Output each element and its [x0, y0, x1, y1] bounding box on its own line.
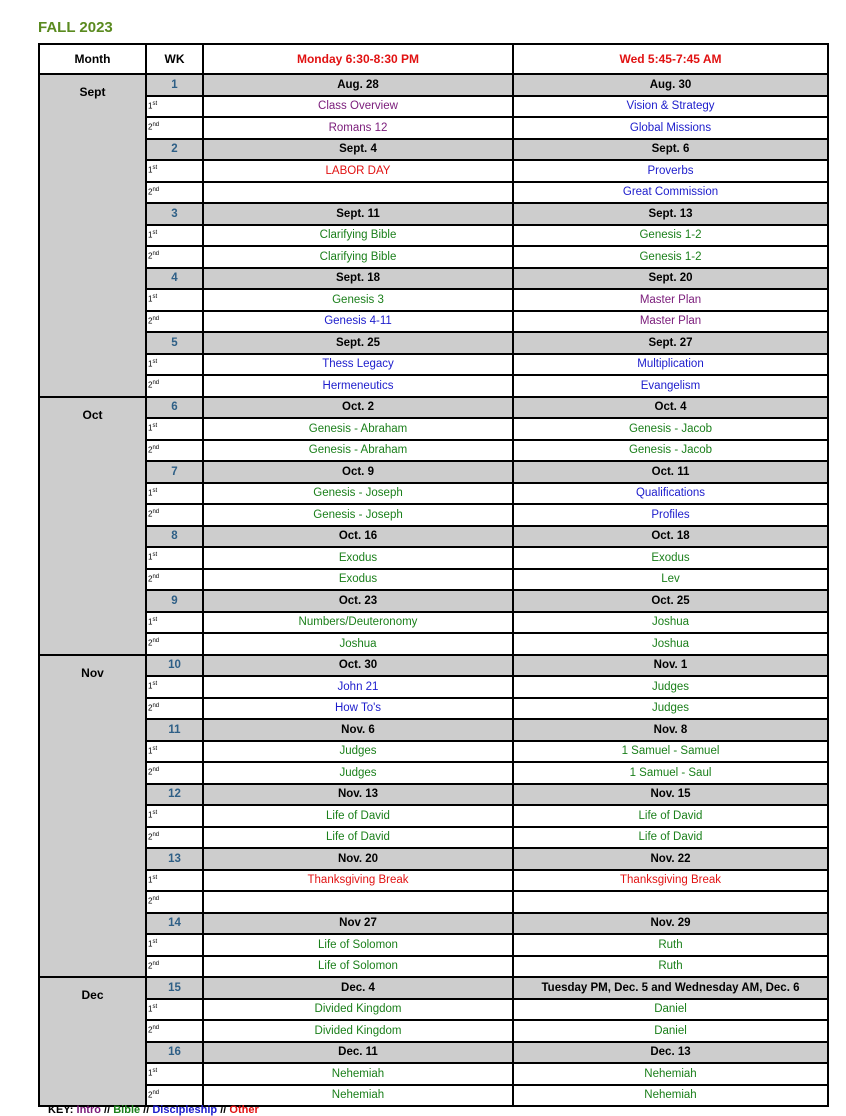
color-key	[48, 1104, 259, 1116]
session-number-digit: 2	[148, 638, 153, 648]
wednesday-session: Vision & Strategy	[513, 96, 828, 118]
session-number	[146, 182, 203, 204]
week-row	[39, 397, 828, 419]
session-number	[146, 1020, 203, 1042]
session-number-digit: 1	[148, 165, 153, 175]
monday-session: How To's	[203, 698, 513, 720]
week-row	[39, 332, 828, 354]
session-number-suffix: nd	[152, 509, 160, 515]
session-row	[39, 633, 828, 655]
week-number: 9	[146, 590, 203, 612]
monday-session: Hermeneutics	[203, 375, 513, 397]
session-row	[39, 698, 828, 720]
week-number: 8	[146, 526, 203, 548]
monday-date: Oct. 2	[203, 397, 513, 419]
wednesday-session: Genesis - Jacob	[513, 440, 828, 462]
monday-session: Divided Kingdom	[203, 1020, 513, 1042]
wednesday-date: Nov. 1	[513, 655, 828, 677]
wednesday-session: Profiles	[513, 504, 828, 526]
session-number-suffix: st	[152, 939, 158, 945]
wednesday-session: Ruth	[513, 956, 828, 978]
session-number	[146, 246, 203, 268]
session-row	[39, 870, 828, 892]
session-number	[146, 956, 203, 978]
week-row	[39, 139, 828, 161]
session-row	[39, 762, 828, 784]
week-row	[39, 1042, 828, 1064]
session-number	[146, 289, 203, 311]
week-row	[39, 848, 828, 870]
week-row	[39, 655, 828, 677]
key-intro: Intro	[76, 1104, 101, 1116]
session-number	[146, 999, 203, 1021]
session-row	[39, 934, 828, 956]
session-number	[146, 440, 203, 462]
week-number: 3	[146, 203, 203, 225]
wednesday-session: Joshua	[513, 612, 828, 634]
monday-session: Genesis 3	[203, 289, 513, 311]
month-cell: Oct	[39, 397, 146, 655]
session-number-suffix: st	[152, 294, 158, 300]
session-number-digit: 2	[148, 445, 153, 455]
session-number	[146, 741, 203, 763]
session-number-suffix: nd	[152, 122, 160, 128]
session-number-digit: 1	[148, 359, 153, 369]
week-number: 11	[146, 719, 203, 741]
wednesday-date: Sept. 13	[513, 203, 828, 225]
session-number-digit: 2	[148, 832, 153, 842]
monday-date: Oct. 30	[203, 655, 513, 677]
session-row	[39, 547, 828, 569]
wednesday-session: 1 Samuel - Samuel	[513, 741, 828, 763]
session-row	[39, 999, 828, 1021]
session-number-suffix: st	[152, 810, 158, 816]
wednesday-session: Lev	[513, 569, 828, 591]
session-number	[146, 1085, 203, 1107]
monday-session: Judges	[203, 762, 513, 784]
session-number-digit: 2	[148, 574, 153, 584]
session-number	[146, 827, 203, 849]
session-number-suffix: st	[152, 616, 158, 623]
session-number-suffix: st	[152, 681, 158, 687]
wednesday-session: Daniel	[513, 999, 828, 1021]
session-row	[39, 418, 828, 440]
session-row	[39, 375, 828, 397]
monday-session: Numbers/Deuteronomy	[203, 612, 513, 634]
session-number-digit: 2	[148, 896, 153, 906]
wednesday-session: Evangelism	[513, 375, 828, 397]
week-row	[39, 590, 828, 612]
session-number-suffix: st	[152, 100, 158, 107]
wednesday-date: Nov. 22	[513, 848, 828, 870]
session-number-suffix: nd	[152, 186, 160, 193]
monday-session: Thess Legacy	[203, 354, 513, 376]
session-number-digit: 1	[148, 746, 153, 756]
monday-session: Exodus	[203, 569, 513, 591]
session-number	[146, 612, 203, 634]
wednesday-date: Nov. 15	[513, 784, 828, 806]
wednesday-date: Oct. 25	[513, 590, 828, 612]
session-number	[146, 117, 203, 139]
wednesday-date: Aug. 30	[513, 74, 828, 96]
session-number-digit: 2	[148, 509, 153, 519]
session-number-digit: 1	[148, 617, 153, 627]
week-number: 4	[146, 268, 203, 290]
month-column-header: Month	[39, 44, 146, 74]
wednesday-date: Nov. 29	[513, 913, 828, 935]
session-row	[39, 117, 828, 139]
session-number-suffix: st	[152, 552, 158, 558]
session-row	[39, 440, 828, 462]
session-number-suffix: nd	[152, 960, 160, 967]
key-label: KEY:	[48, 1104, 74, 1116]
monday-date: Dec. 4	[203, 977, 513, 999]
monday-date: Sept. 18	[203, 268, 513, 290]
session-number	[146, 633, 203, 655]
session-number-digit: 1	[148, 294, 153, 304]
monday-date: Sept. 11	[203, 203, 513, 225]
session-number-digit: 2	[148, 380, 153, 390]
session-number-suffix: nd	[152, 251, 160, 257]
session-number-digit: 2	[148, 703, 153, 713]
session-number	[146, 483, 203, 505]
wednesday-session: Joshua	[513, 633, 828, 655]
monday-session: Life of Solomon	[203, 956, 513, 978]
week-number: 6	[146, 397, 203, 419]
session-row	[39, 311, 828, 333]
session-row	[39, 289, 828, 311]
session-number-suffix: nd	[152, 573, 160, 580]
monday-session: LABOR DAY	[203, 160, 513, 182]
monday-date: Nov 27	[203, 913, 513, 935]
week-number: 7	[146, 461, 203, 483]
month-cell: Nov	[39, 655, 146, 978]
session-number-suffix: nd	[152, 380, 160, 386]
monday-date: Oct. 16	[203, 526, 513, 548]
session-row	[39, 1085, 828, 1107]
monday-date: Nov. 20	[203, 848, 513, 870]
key-separator: //	[140, 1104, 153, 1116]
session-row	[39, 569, 828, 591]
session-number-digit: 1	[148, 939, 153, 949]
monday-session	[203, 891, 513, 913]
wednesday-date: Sept. 6	[513, 139, 828, 161]
wednesday-session: Master Plan	[513, 289, 828, 311]
session-row	[39, 182, 828, 204]
session-number-digit: 2	[148, 187, 153, 197]
session-row	[39, 246, 828, 268]
session-number	[146, 375, 203, 397]
session-row	[39, 741, 828, 763]
monday-session: Genesis - Joseph	[203, 504, 513, 526]
key-discipleship: Discipleship	[152, 1104, 218, 1116]
monday-session: Romans 12	[203, 117, 513, 139]
week-row	[39, 203, 828, 225]
wednesday-column-header: Wed 5:45-7:45 AM	[513, 44, 828, 74]
wednesday-session: Genesis - Jacob	[513, 418, 828, 440]
monday-session: Nehemiah	[203, 1063, 513, 1085]
schedule-table	[38, 43, 829, 1107]
week-number: 10	[146, 655, 203, 677]
session-number-suffix: st	[152, 165, 158, 171]
week-number: 13	[146, 848, 203, 870]
monday-date: Aug. 28	[203, 74, 513, 96]
wednesday-date: Nov. 8	[513, 719, 828, 741]
wednesday-session: Judges	[513, 676, 828, 698]
session-row	[39, 612, 828, 634]
session-number	[146, 504, 203, 526]
week-number: 12	[146, 784, 203, 806]
session-row	[39, 956, 828, 978]
week-column-header: WK	[146, 44, 203, 74]
session-number-suffix: nd	[152, 1089, 160, 1096]
wednesday-session: Genesis 1-2	[513, 225, 828, 247]
session-number-digit: 2	[148, 316, 153, 326]
session-number-suffix: nd	[152, 638, 160, 644]
session-number	[146, 762, 203, 784]
monday-session: Divided Kingdom	[203, 999, 513, 1021]
key-separator: //	[217, 1104, 230, 1116]
monday-session: Genesis - Joseph	[203, 483, 513, 505]
session-number-suffix: nd	[152, 831, 160, 838]
monday-date: Oct. 9	[203, 461, 513, 483]
session-number	[146, 354, 203, 376]
wednesday-session: Ruth	[513, 934, 828, 956]
session-row	[39, 483, 828, 505]
wednesday-date: Sept. 27	[513, 332, 828, 354]
session-row	[39, 805, 828, 827]
wednesday-session: Nehemiah	[513, 1063, 828, 1085]
week-row	[39, 526, 828, 548]
week-row	[39, 268, 828, 290]
wednesday-date: Sept. 20	[513, 268, 828, 290]
monday-session: Judges	[203, 741, 513, 763]
session-number-suffix: st	[152, 1003, 158, 1010]
monday-session	[203, 182, 513, 204]
wednesday-session: Thanksgiving Break	[513, 870, 828, 892]
session-number	[146, 160, 203, 182]
month-cell: Dec	[39, 977, 146, 1106]
session-number	[146, 96, 203, 118]
session-number-digit: 2	[148, 1025, 153, 1035]
monday-session: Thanksgiving Break	[203, 870, 513, 892]
session-number-digit: 1	[148, 875, 153, 885]
week-number: 16	[146, 1042, 203, 1064]
session-number-digit: 1	[148, 1004, 153, 1014]
session-number	[146, 569, 203, 591]
session-number-suffix: st	[152, 423, 158, 429]
session-number-digit: 2	[148, 122, 153, 132]
wednesday-session: Global Missions	[513, 117, 828, 139]
session-row	[39, 354, 828, 376]
week-number: 5	[146, 332, 203, 354]
session-number	[146, 805, 203, 827]
wednesday-date: Oct. 18	[513, 526, 828, 548]
session-number-suffix: nd	[152, 896, 160, 902]
week-row	[39, 461, 828, 483]
session-row	[39, 96, 828, 118]
monday-column-header: Monday 6:30-8:30 PM	[203, 44, 513, 74]
session-number	[146, 418, 203, 440]
wednesday-date: Oct. 11	[513, 461, 828, 483]
monday-date: Oct. 23	[203, 590, 513, 612]
monday-date: Dec. 11	[203, 1042, 513, 1064]
wednesday-session: Proverbs	[513, 160, 828, 182]
key-other: Other	[229, 1104, 259, 1116]
session-row	[39, 225, 828, 247]
session-number-suffix: nd	[152, 767, 160, 773]
key-separator: //	[100, 1104, 114, 1116]
session-number	[146, 698, 203, 720]
wednesday-session: Qualifications	[513, 483, 828, 505]
monday-session: Nehemiah	[203, 1085, 513, 1107]
monday-session: Life of Solomon	[203, 934, 513, 956]
monday-session: Life of David	[203, 827, 513, 849]
page-title: FALL 2023	[38, 19, 113, 36]
key-bible: Bible	[113, 1104, 141, 1116]
session-number-digit: 1	[148, 101, 153, 111]
monday-session: Class Overview	[203, 96, 513, 118]
session-row	[39, 160, 828, 182]
monday-session: Genesis 4-11	[203, 311, 513, 333]
session-number-digit: 2	[148, 961, 153, 971]
wednesday-session	[513, 891, 828, 913]
wednesday-date: Tuesday PM, Dec. 5 and Wednesday AM, Dec. 6	[513, 977, 828, 999]
session-number-suffix: st	[152, 745, 158, 752]
monday-date: Nov. 6	[203, 719, 513, 741]
session-row	[39, 827, 828, 849]
wednesday-session: Daniel	[513, 1020, 828, 1042]
session-number-digit: 1	[148, 488, 153, 498]
week-row	[39, 913, 828, 935]
session-number	[146, 547, 203, 569]
wednesday-session: 1 Samuel - Saul	[513, 762, 828, 784]
session-number-suffix: st	[152, 1068, 158, 1074]
session-number	[146, 934, 203, 956]
session-number	[146, 225, 203, 247]
session-number-digit: 1	[148, 552, 153, 562]
session-number	[146, 870, 203, 892]
session-number-suffix: st	[152, 229, 158, 236]
session-number	[146, 1063, 203, 1085]
week-row	[39, 977, 828, 999]
monday-session: John 21	[203, 676, 513, 698]
monday-session: Clarifying Bible	[203, 246, 513, 268]
session-number-digit: 2	[148, 767, 153, 777]
schedule-body	[39, 74, 828, 1106]
wednesday-session: Master Plan	[513, 311, 828, 333]
week-row	[39, 784, 828, 806]
session-number-digit: 1	[148, 1068, 153, 1078]
session-number	[146, 676, 203, 698]
session-number	[146, 891, 203, 913]
monday-session: Genesis - Abraham	[203, 418, 513, 440]
session-row	[39, 504, 828, 526]
monday-session: Life of David	[203, 805, 513, 827]
wednesday-session: Great Commission	[513, 182, 828, 204]
week-number: 15	[146, 977, 203, 999]
wednesday-session: Exodus	[513, 547, 828, 569]
wednesday-session: Life of David	[513, 805, 828, 827]
wednesday-date: Dec. 13	[513, 1042, 828, 1064]
session-number-digit: 1	[148, 810, 153, 820]
monday-session: Genesis - Abraham	[203, 440, 513, 462]
monday-session: Joshua	[203, 633, 513, 655]
wednesday-session: Multiplication	[513, 354, 828, 376]
schedule-header	[39, 44, 828, 74]
week-row	[39, 719, 828, 741]
session-row	[39, 676, 828, 698]
session-number-suffix: nd	[152, 702, 160, 709]
monday-date: Sept. 4	[203, 139, 513, 161]
session-number	[146, 311, 203, 333]
session-number-digit: 2	[148, 1090, 153, 1100]
session-number-suffix: st	[152, 874, 158, 881]
session-row	[39, 1063, 828, 1085]
week-number: 1	[146, 74, 203, 96]
monday-date: Nov. 13	[203, 784, 513, 806]
week-row	[39, 74, 828, 96]
session-number-suffix: nd	[152, 444, 160, 451]
wednesday-date: Oct. 4	[513, 397, 828, 419]
session-number-suffix: nd	[152, 315, 160, 322]
monday-date: Sept. 25	[203, 332, 513, 354]
session-number-digit: 1	[148, 681, 153, 691]
session-number-digit: 2	[148, 251, 153, 261]
week-number: 2	[146, 139, 203, 161]
month-cell: Sept	[39, 74, 146, 397]
week-number: 14	[146, 913, 203, 935]
wednesday-session: Nehemiah	[513, 1085, 828, 1107]
wednesday-session: Judges	[513, 698, 828, 720]
monday-session: Clarifying Bible	[203, 225, 513, 247]
session-row	[39, 891, 828, 913]
wednesday-session: Life of David	[513, 827, 828, 849]
session-number-suffix: st	[152, 358, 158, 365]
monday-session: Exodus	[203, 547, 513, 569]
session-number-digit: 1	[148, 423, 153, 433]
session-row	[39, 1020, 828, 1042]
session-number-suffix: nd	[152, 1025, 160, 1031]
session-number-suffix: st	[152, 487, 158, 494]
wednesday-session: Genesis 1-2	[513, 246, 828, 268]
session-number-digit: 1	[148, 230, 153, 240]
